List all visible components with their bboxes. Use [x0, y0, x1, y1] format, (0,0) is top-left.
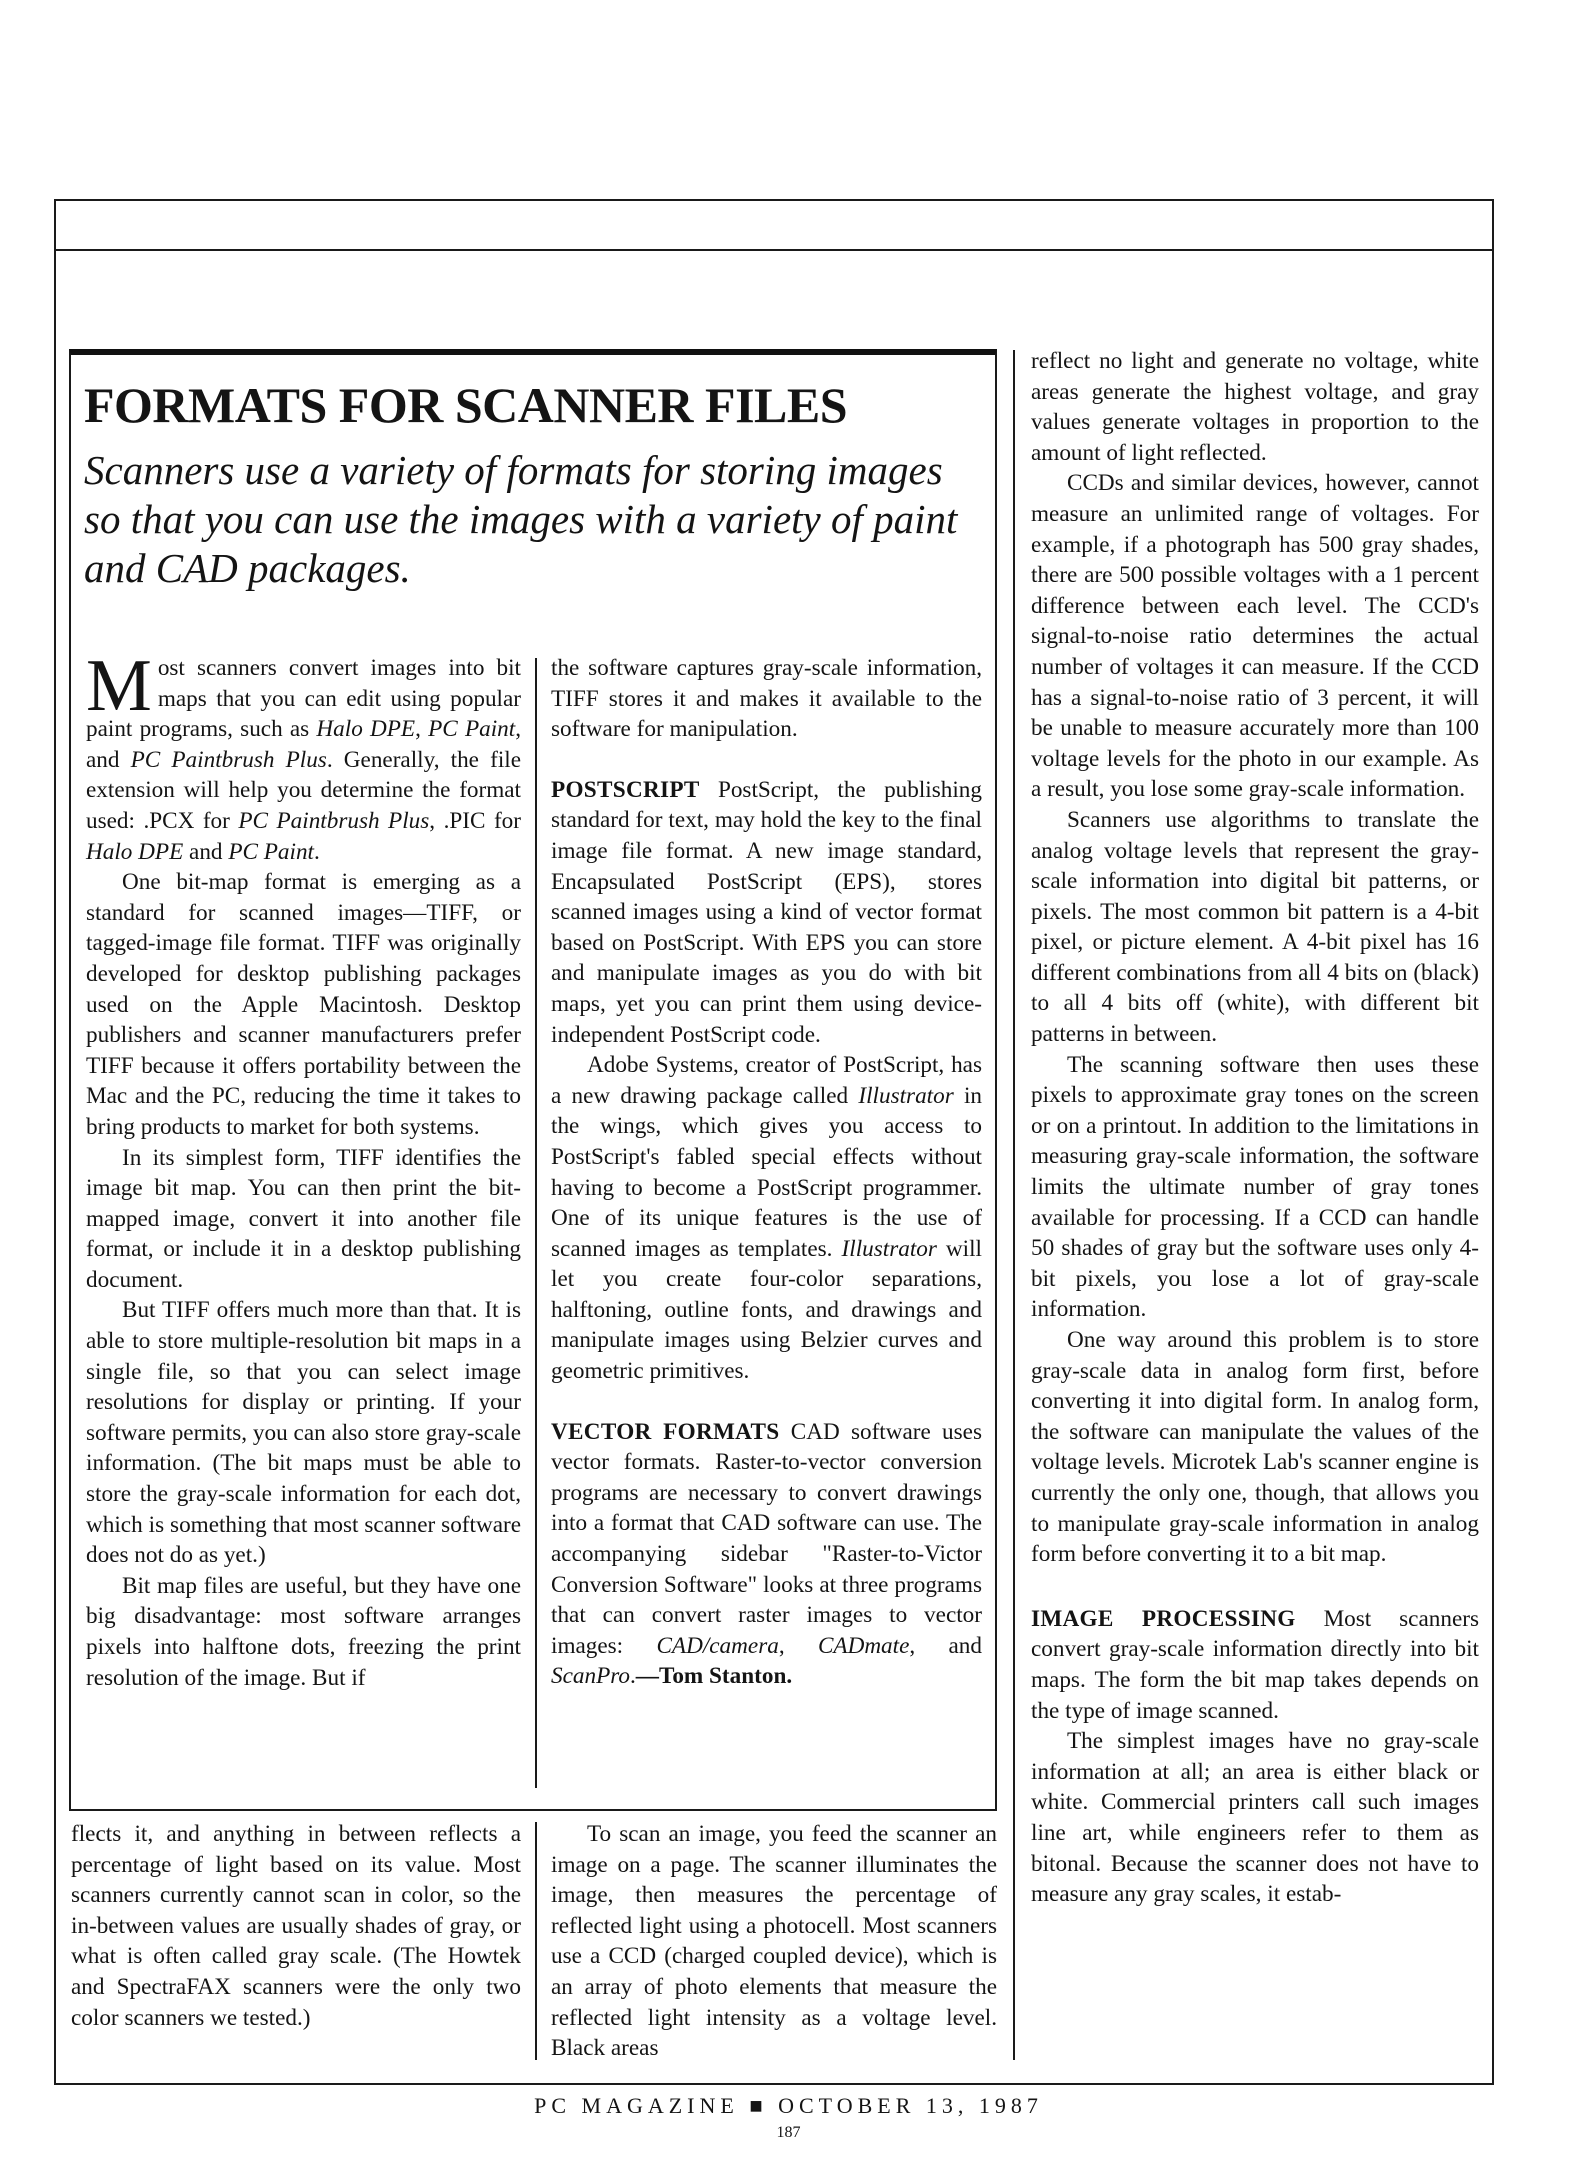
image-processing-heading: IMAGE PROCESSING: [1031, 1605, 1296, 1632]
sidebar-column-rule: [535, 658, 537, 1788]
sidebar-col1-paragraph-2: One bit-map format is emerging as a standard for scanned images—TIFF, or tagged-image file format. TIFF was originally developed for desktop publishing packages used on the Apple Macintosh. Desktop publishers and scanner manufacturers prefer TIFF because it offers portability between the Mac and the PC, reducing the time it takes to bring products to market for both systems.: [86, 869, 521, 1140]
sidebar-title: FORMATS FOR SCANNER FILES: [84, 377, 848, 433]
article-col3-paragraph-1: reflect no light and generate no voltage, white areas generate the highest voltage, and gray values generate voltages in proportion to the amount of light reflected.: [1031, 348, 1479, 466]
article-col3-paragraph-4: The scanning software then uses these pixels to approximate gray tones on the screen or on a printout. In addition to the limitations in measuring gray-scale information, the software limits the ultimate number of gray tones available for processing. If a CCD can handle 50 shades of gray but the software uses only 4-bit pixels, you lose a lot of gray-scale information.: [1031, 1051, 1479, 1323]
article-col3-paragraph-2: CCDs and similar devices, however, cannot measure an unlimited range of voltages. For example, if a photograph has 500 gray shades, there are 500 possible voltages with a 1 percent difference between each level. The CCD's signal-to-noise ratio determines the actual number of voltages it can measure. If the CCD has a signal-to-noise ratio of 3 percent, it will be unable to measure accurately more than 100 voltage levels for the photo in our example. As a result, you lose some gray-scale information.: [1031, 470, 1479, 803]
sidebar-column-2: [551, 653, 982, 1692]
article-col2-paragraph: To scan an image, you feed the scanner an image on a page. The scanner illuminates the image, then measures the percentage of reflected light using a photocell. Most scanners use a CCD (charged coupled device), which is an array of photo elements that measure the reflected light intensity as a voltage level. Black areas: [551, 1821, 997, 2062]
article-column-rule-2: [1013, 350, 1015, 2060]
drop-cap: M: [86, 645, 152, 727]
postscript-section: POSTSCRIPT PostScript, the publishing standard for text, may hold the key to the final image file format. A new image standard, Encapsulated PostScript (EPS), stores scanned images using a kind of vector format based on PostScript. With EPS you can store and manipulate images as you do with bit maps, yet you can print them using device-independent PostScript code.: [551, 776, 982, 1048]
article-column-3: [1031, 346, 1479, 1910]
vector-formats-heading: VECTOR FORMATS: [551, 1418, 780, 1445]
sidebar-column-1: [86, 645, 522, 1693]
sidebar-col2-paragraph-1: the software captures gray-scale information, TIFF stores it and makes it available to the software for manipulation.: [551, 655, 982, 743]
image-processing-section: IMAGE PROCESSING Most scanners convert gray-scale information directly into bit maps. The form the bit map takes depends on the type of image scanned.: [1031, 1605, 1479, 1724]
article-col3-paragraph-5: One way around this problem is to store gray-scale data in analog form first, before converting it into digital form. In analog form, the software can manipulate the values of the voltage levels. Microtek Lab's scanner engine is currently the only one, though, that allows you to manipulate gray-scale information in analog form before converting it to a bit map.: [1031, 1327, 1479, 1568]
footer-magazine: PC MAGAZINE ■ OCTOBER 13, 1987: [534, 2093, 1043, 2118]
vector-formats-section: VECTOR FORMATS CAD software uses vector formats. Raster-to-vector conversion programs are necessary to convert drawings into a format that CAD software can use. The accompanying sidebar "Raster-to-Victor Conversion Software" looks at three programs that can convert raster images to vector images: CAD/camera, CADmate, and ScanPro.—Tom Stanton.: [551, 1418, 982, 1690]
footer-page-number: 187: [776, 2124, 801, 2141]
header-rule: [54, 249, 1494, 251]
sidebar-col1-paragraph-1: Most scanners convert images into bit maps that you can edit using popular paint programs, such as Halo DPE, PC Paint, and PC Paintbrush Plus. Generally, the file extension will help you determine the format used: .PCX for PC Paintbrush Plus, .PIC for Halo DPE and PC Paint.: [86, 645, 522, 865]
article-col3-paragraph-7: The simplest images have no gray-scale information at all; an area is either black or white. Commercial printers call such images line art, while engineers refer to them as bitonal. Because the scanner does not have to measure any gray scales, it estab-: [1031, 1728, 1479, 1908]
postscript-heading: POSTSCRIPT: [551, 776, 700, 803]
article-column-1-continued: [71, 1819, 521, 2033]
article-column-rule-1: [535, 1822, 537, 2060]
sidebar-deck: Scanners use a variety of formats for storing images so that you can use the images with a variety of paint and CAD packages.: [84, 447, 958, 591]
article-col3-paragraph-3: Scanners use algorithms to translate the analog voltage levels that represent the gray-scale information into digital bit patterns, or pixels. The most common bit pattern is a 4-bit pixel, or picture element. A 4-bit pixel has 16 different combinations from all 4 bits on (black) to all 4 bits off (white), with different bit patterns in between.: [1031, 806, 1479, 1048]
sidebar-byline: —Tom Stanton.: [635, 1663, 793, 1690]
sidebar-col1-paragraph-5: Bit map files are useful, but they have one big disadvantage: most software arranges pixels into halftone dots, freezing the print resolution of the image. But if: [86, 1572, 521, 1691]
sidebar-col1-paragraph-3: In its simplest form, TIFF identifies the image bit map. You can then print the bit-mapped image, convert it into another file format, or include it in a desktop publishing document.: [86, 1144, 521, 1293]
article-column-2-continued: [551, 1819, 997, 2064]
article-col1-paragraph: flects it, and anything in between reflects a percentage of light based on its value. Most scanners currently cannot scan in color, so the in-between values are usually shades of gray, or what is often called gray scale. (The Howtek and SpectraFAX scanners were the only two color scanners we tested.): [71, 1821, 521, 2031]
sidebar-col1-paragraph-4: But TIFF offers much more than that. It is able to store multiple-resolution bit maps in a single file, so that you can select image resolutions for display or printing. If your software permits, you can also store gray-scale information. (The bit maps must be able to store the gray-scale information for each dot, which is something that most scanner software does not do as yet.): [86, 1297, 521, 1569]
sidebar-col2-paragraph-3: Adobe Systems, creator of PostScript, has a new drawing package called Illustrator in the wings, which gives you access to PostScript's fabled special effects without having to become a PostScript programmer. One of its unique features is the use of scanned images as templates. Illustrator will let you create four-color separations, halftoning, outline fonts, and drawings and manipulate images using Belzier curves and geometric primitives.: [551, 1052, 982, 1385]
